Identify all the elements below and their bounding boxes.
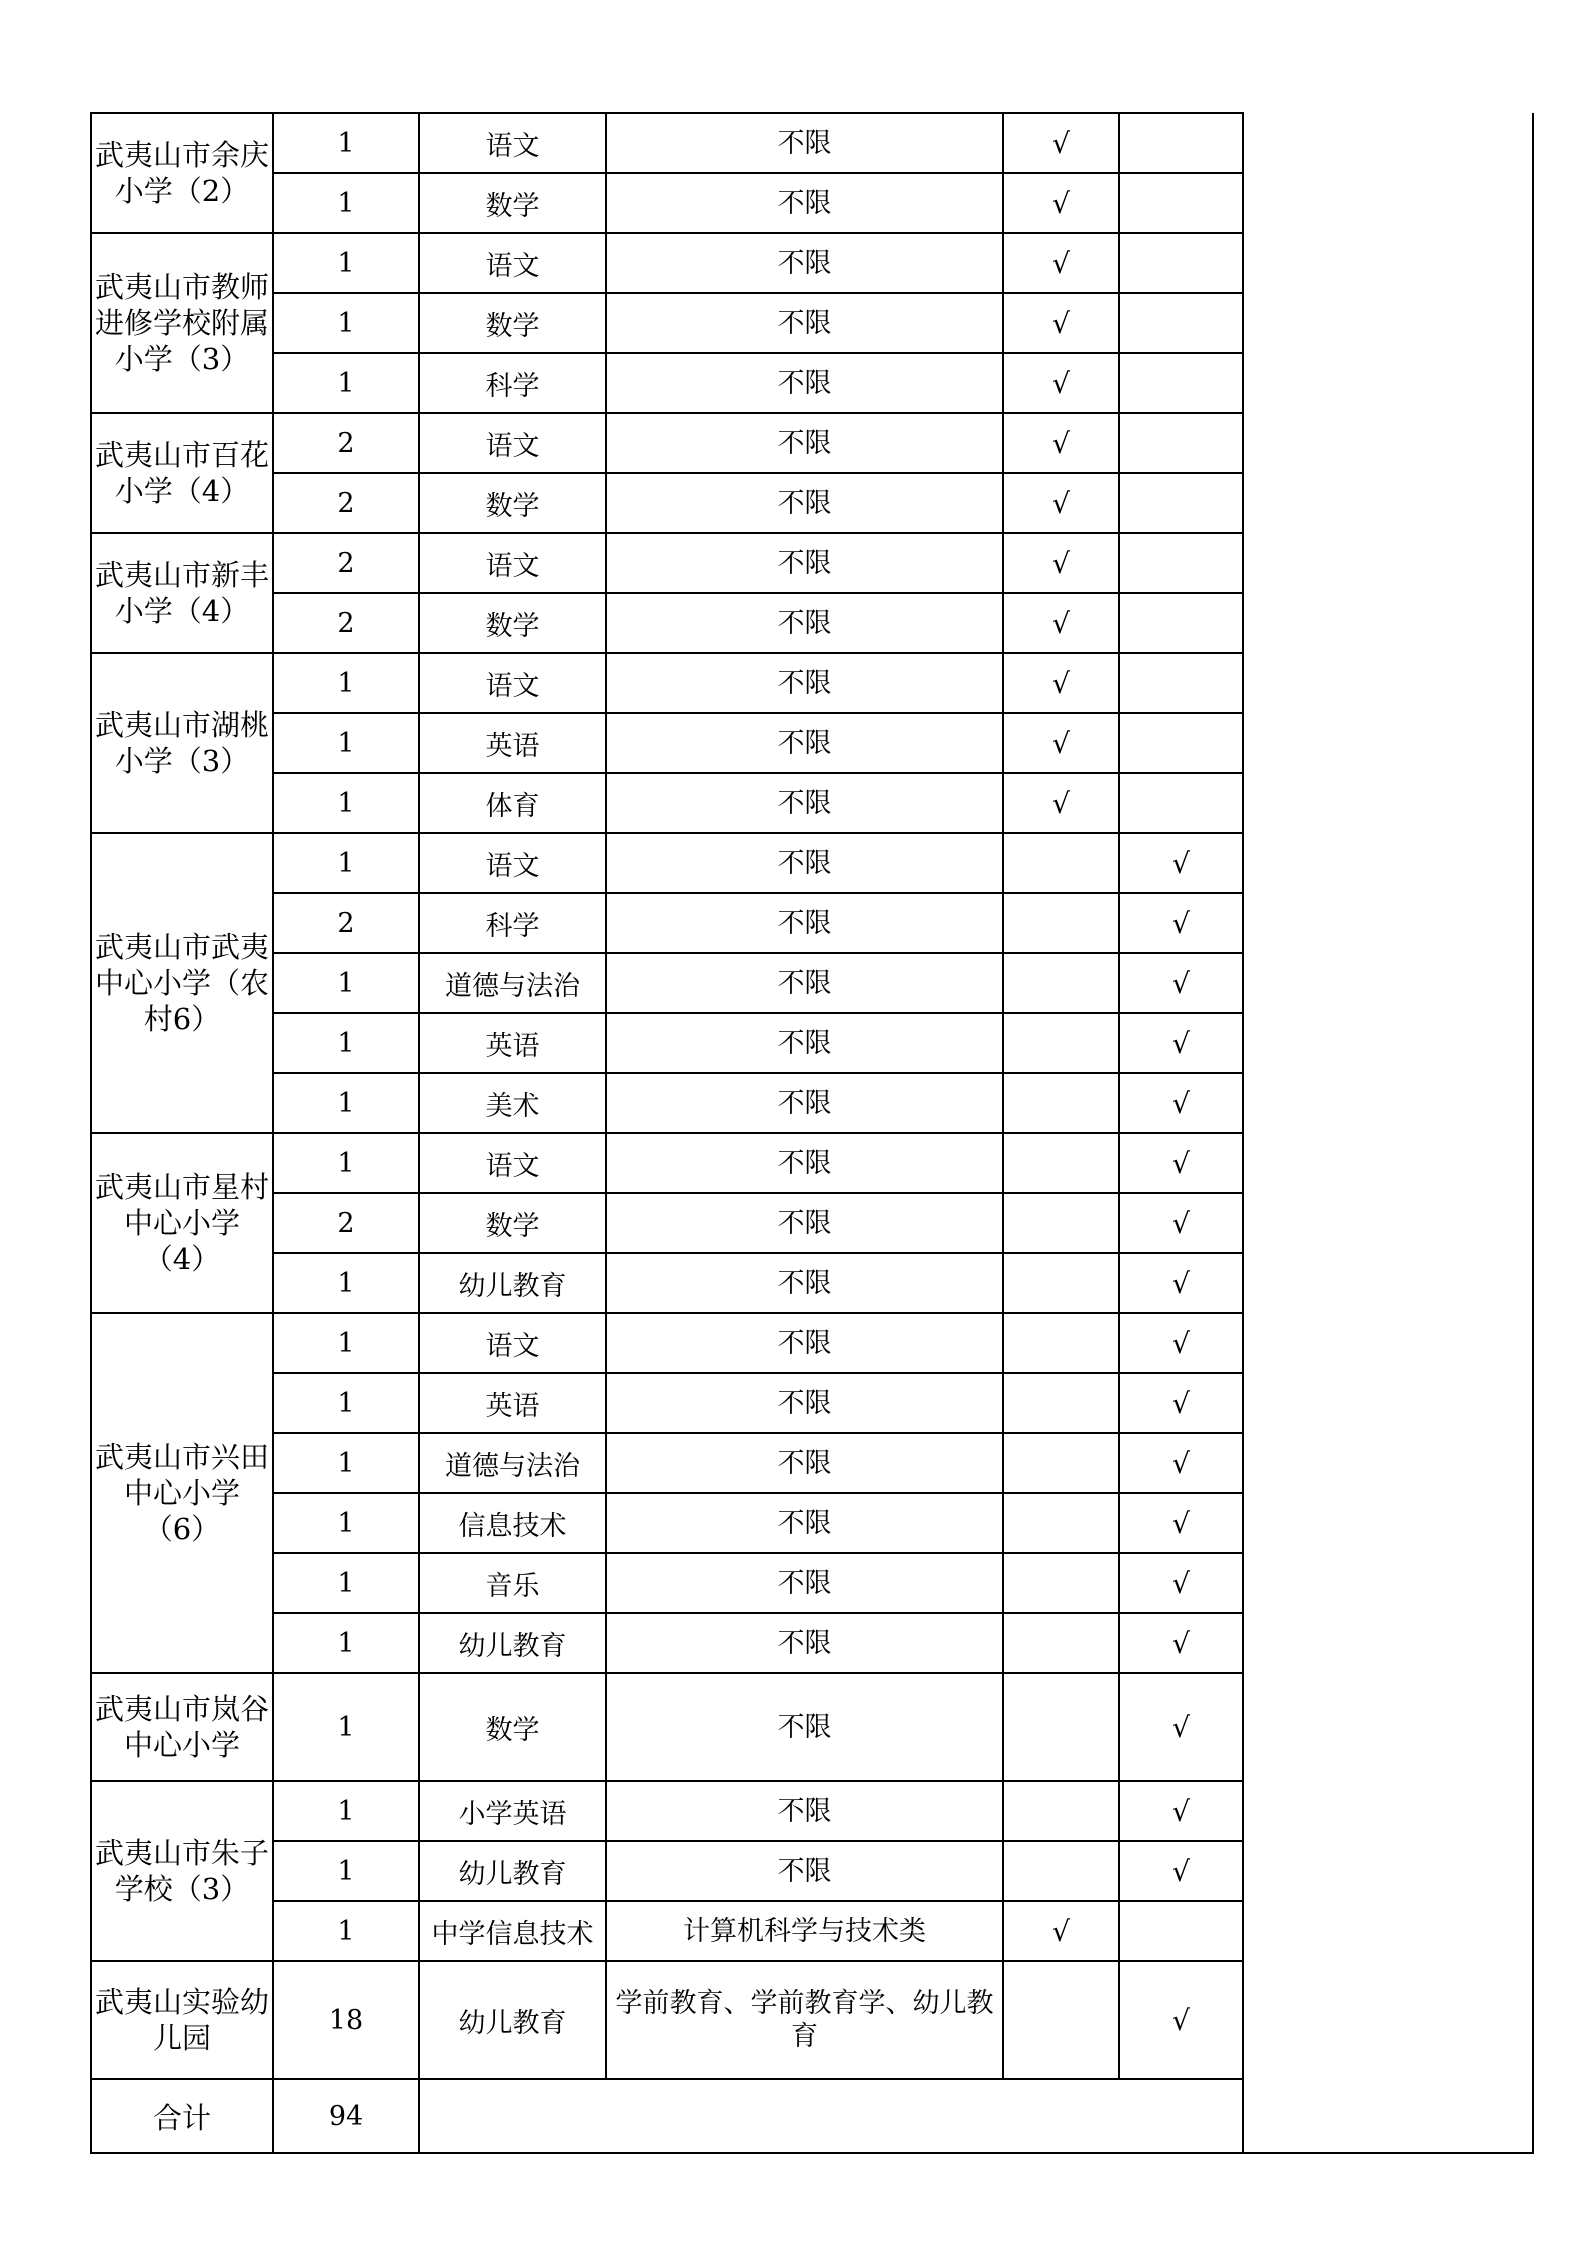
recruitment-table	[90, 112, 1534, 2154]
check-col-b-cell	[1119, 533, 1243, 593]
subject-cell: 数学	[419, 593, 606, 653]
hire-count-cell: 1	[273, 713, 419, 773]
major-cell: 不限	[606, 893, 1003, 953]
check-col-b-cell	[1119, 473, 1243, 533]
check-col-b-cell: √	[1119, 1613, 1243, 1673]
check-col-a-cell: √	[1003, 173, 1119, 233]
major-cell: 不限	[606, 1253, 1003, 1313]
school-name-cell: 武夷山市新丰小学（4）	[91, 533, 273, 653]
subject-cell: 数学	[419, 473, 606, 533]
hire-count-cell: 1	[273, 1493, 419, 1553]
subject-cell: 语文	[419, 653, 606, 713]
hire-count-cell: 1	[273, 1013, 419, 1073]
subject-cell: 语文	[419, 1313, 606, 1373]
check-col-a-cell	[1003, 1613, 1119, 1673]
subject-cell: 语文	[419, 533, 606, 593]
check-col-b-cell: √	[1119, 1961, 1243, 2079]
table-row	[91, 113, 1533, 173]
check-col-a-cell: √	[1003, 653, 1119, 713]
hire-count-cell: 1	[273, 353, 419, 413]
hire-count-cell: 1	[273, 1433, 419, 1493]
total-label: 合计	[91, 2079, 273, 2153]
hire-count-cell: 1	[273, 1253, 419, 1313]
check-col-b-cell: √	[1119, 1193, 1243, 1253]
check-col-a-cell	[1003, 1313, 1119, 1373]
school-name-cell: 武夷山市星村中心小学（4）	[91, 1133, 273, 1313]
major-cell: 不限	[606, 653, 1003, 713]
check-col-a-cell: √	[1003, 773, 1119, 833]
check-col-b-cell	[1119, 113, 1243, 173]
hire-count-cell: 1	[273, 1073, 419, 1133]
total-blank-cell	[419, 2079, 1243, 2153]
subject-cell: 语文	[419, 113, 606, 173]
hire-count-cell: 18	[273, 1961, 419, 2079]
check-col-a-cell	[1003, 1841, 1119, 1901]
major-cell: 不限	[606, 353, 1003, 413]
hire-count-cell: 1	[273, 1613, 419, 1673]
check-col-a-cell	[1003, 1133, 1119, 1193]
check-col-a-cell	[1003, 1373, 1119, 1433]
subject-cell: 科学	[419, 893, 606, 953]
check-col-a-cell: √	[1003, 713, 1119, 773]
subject-cell: 科学	[419, 353, 606, 413]
check-col-a-cell: √	[1003, 353, 1119, 413]
major-cell: 不限	[606, 773, 1003, 833]
major-cell: 不限	[606, 1613, 1003, 1673]
check-col-b-cell: √	[1119, 833, 1243, 893]
hire-count-cell: 1	[273, 293, 419, 353]
hire-count-cell: 2	[273, 893, 419, 953]
check-col-a-cell	[1003, 953, 1119, 1013]
subject-cell: 语文	[419, 233, 606, 293]
hire-count-cell: 1	[273, 833, 419, 893]
check-col-b-cell: √	[1119, 1841, 1243, 1901]
school-name-cell: 武夷山市朱子学校（3）	[91, 1781, 273, 1961]
major-cell: 不限	[606, 413, 1003, 473]
school-name-cell: 武夷山市兴田中心小学（6）	[91, 1313, 273, 1673]
major-cell: 不限	[606, 173, 1003, 233]
check-col-b-cell	[1119, 353, 1243, 413]
check-col-b-cell	[1119, 413, 1243, 473]
major-cell: 不限	[606, 1133, 1003, 1193]
check-col-a-cell	[1003, 1493, 1119, 1553]
subject-cell: 英语	[419, 713, 606, 773]
hire-count-cell: 1	[273, 773, 419, 833]
major-cell: 不限	[606, 1493, 1003, 1553]
major-cell: 学前教育、学前教育学、幼儿教育	[606, 1961, 1003, 2079]
check-col-a-cell	[1003, 1553, 1119, 1613]
school-name-cell: 武夷山市百花小学（4）	[91, 413, 273, 533]
hire-count-cell: 1	[273, 1781, 419, 1841]
subject-cell: 语文	[419, 413, 606, 473]
check-col-b-cell: √	[1119, 1433, 1243, 1493]
major-cell: 不限	[606, 1841, 1003, 1901]
hire-count-cell: 1	[273, 233, 419, 293]
subject-cell: 道德与法治	[419, 953, 606, 1013]
school-name-cell: 武夷山市武夷中心小学（农村6）	[91, 833, 273, 1133]
check-col-b-cell: √	[1119, 1133, 1243, 1193]
major-cell: 不限	[606, 293, 1003, 353]
major-cell: 不限	[606, 713, 1003, 773]
check-col-a-cell: √	[1003, 413, 1119, 473]
school-name-cell: 武夷山市岚谷中心小学	[91, 1673, 273, 1781]
major-cell: 不限	[606, 593, 1003, 653]
subject-cell: 数学	[419, 293, 606, 353]
check-col-b-cell: √	[1119, 1073, 1243, 1133]
subject-cell: 小学英语	[419, 1781, 606, 1841]
hire-count-cell: 1	[273, 1133, 419, 1193]
check-col-b-cell	[1119, 653, 1243, 713]
check-col-b-cell	[1119, 173, 1243, 233]
table-body	[91, 113, 1533, 2153]
subject-cell: 幼儿教育	[419, 1841, 606, 1901]
check-col-a-cell: √	[1003, 533, 1119, 593]
hire-count-cell: 1	[273, 173, 419, 233]
check-col-b-cell: √	[1119, 1373, 1243, 1433]
hire-count-cell: 2	[273, 413, 419, 473]
check-col-a-cell	[1003, 1673, 1119, 1781]
check-col-a-cell: √	[1003, 1901, 1119, 1961]
major-cell: 不限	[606, 1193, 1003, 1253]
check-col-b-cell: √	[1119, 1553, 1243, 1613]
hire-count-cell: 1	[273, 1673, 419, 1781]
subject-cell: 美术	[419, 1073, 606, 1133]
hire-count-cell: 1	[273, 113, 419, 173]
hire-count-cell: 1	[273, 1313, 419, 1373]
check-col-b-cell	[1119, 1901, 1243, 1961]
check-col-a-cell	[1003, 1193, 1119, 1253]
check-col-b-cell	[1119, 773, 1243, 833]
school-name-cell: 武夷山市教师进修学校附属小学（3）	[91, 233, 273, 413]
major-cell: 不限	[606, 533, 1003, 593]
subject-cell: 英语	[419, 1013, 606, 1073]
subject-cell: 语文	[419, 1133, 606, 1193]
major-cell: 不限	[606, 833, 1003, 893]
check-col-b-cell: √	[1119, 953, 1243, 1013]
remarks-column-cell	[1243, 113, 1533, 2153]
check-col-b-cell: √	[1119, 1493, 1243, 1553]
subject-cell: 音乐	[419, 1553, 606, 1613]
check-col-b-cell	[1119, 593, 1243, 653]
check-col-a-cell	[1003, 1433, 1119, 1493]
check-col-b-cell	[1119, 233, 1243, 293]
major-cell: 不限	[606, 1313, 1003, 1373]
check-col-b-cell: √	[1119, 1673, 1243, 1781]
hire-count-cell: 2	[273, 1193, 419, 1253]
hire-count-cell: 1	[273, 1901, 419, 1961]
total-count: 94	[273, 2079, 419, 2153]
check-col-b-cell	[1119, 293, 1243, 353]
check-col-a-cell: √	[1003, 113, 1119, 173]
subject-cell: 体育	[419, 773, 606, 833]
check-col-b-cell	[1119, 713, 1243, 773]
major-cell: 不限	[606, 1013, 1003, 1073]
hire-count-cell: 2	[273, 593, 419, 653]
subject-cell: 数学	[419, 173, 606, 233]
major-cell: 不限	[606, 113, 1003, 173]
check-col-b-cell: √	[1119, 1013, 1243, 1073]
check-col-a-cell: √	[1003, 473, 1119, 533]
subject-cell: 语文	[419, 833, 606, 893]
check-col-a-cell: √	[1003, 293, 1119, 353]
subject-cell: 幼儿教育	[419, 1961, 606, 2079]
major-cell: 不限	[606, 1073, 1003, 1133]
subject-cell: 中学信息技术	[419, 1901, 606, 1961]
school-name-cell: 武夷山市余庆小学（2）	[91, 113, 273, 233]
check-col-b-cell: √	[1119, 1313, 1243, 1373]
subject-cell: 幼儿教育	[419, 1613, 606, 1673]
subject-cell: 幼儿教育	[419, 1253, 606, 1313]
subject-cell: 数学	[419, 1193, 606, 1253]
hire-count-cell: 1	[273, 953, 419, 1013]
subject-cell: 信息技术	[419, 1493, 606, 1553]
check-col-a-cell: √	[1003, 593, 1119, 653]
check-col-a-cell	[1003, 1013, 1119, 1073]
subject-cell: 道德与法治	[419, 1433, 606, 1493]
check-col-b-cell: √	[1119, 1253, 1243, 1313]
check-col-a-cell: √	[1003, 233, 1119, 293]
subject-cell: 数学	[419, 1673, 606, 1781]
major-cell: 不限	[606, 1781, 1003, 1841]
hire-count-cell: 1	[273, 1553, 419, 1613]
check-col-b-cell: √	[1119, 893, 1243, 953]
major-cell: 不限	[606, 473, 1003, 533]
hire-count-cell: 1	[273, 653, 419, 713]
hire-count-cell: 1	[273, 1373, 419, 1433]
major-cell: 不限	[606, 1553, 1003, 1613]
major-cell: 不限	[606, 233, 1003, 293]
major-cell: 不限	[606, 1673, 1003, 1781]
hire-count-cell: 1	[273, 1841, 419, 1901]
hire-count-cell: 2	[273, 473, 419, 533]
hire-count-cell: 2	[273, 533, 419, 593]
major-cell: 不限	[606, 953, 1003, 1013]
check-col-a-cell	[1003, 1961, 1119, 2079]
major-cell: 不限	[606, 1433, 1003, 1493]
check-col-b-cell: √	[1119, 1781, 1243, 1841]
subject-cell: 英语	[419, 1373, 606, 1433]
school-name-cell: 武夷山实验幼儿园	[91, 1961, 273, 2079]
check-col-a-cell	[1003, 833, 1119, 893]
check-col-a-cell	[1003, 1781, 1119, 1841]
major-cell: 计算机科学与技术类	[606, 1901, 1003, 1961]
check-col-a-cell	[1003, 893, 1119, 953]
major-cell: 不限	[606, 1373, 1003, 1433]
school-name-cell: 武夷山市湖桃小学（3）	[91, 653, 273, 833]
check-col-a-cell	[1003, 1253, 1119, 1313]
check-col-a-cell	[1003, 1073, 1119, 1133]
